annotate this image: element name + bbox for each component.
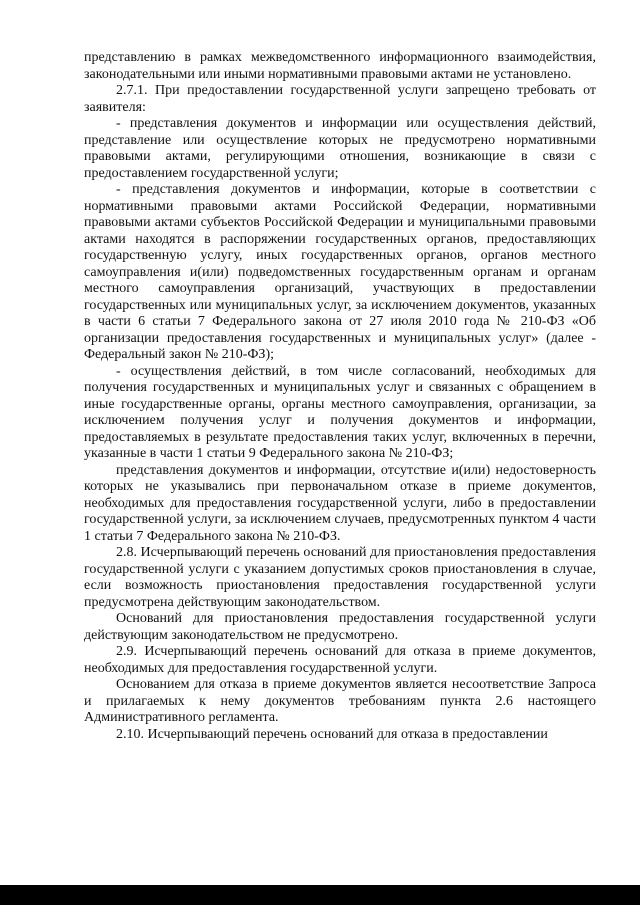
paragraph-2-8: 2.8. Исчерпывающий перечень оснований для приостановления предоставления государственной услуги с указанием допустимых сроков приостановления в случае, если возможность приостановления предоставления государственной услуги предусмотрена действующим законодательством. [84,545,596,610]
paragraph-2-7-1: 2.7.1. При предоставлении государственной услуги запрещено требовать от заявителя: [84,83,596,115]
paragraph-2-8-body: Оснований для приостановления предоставления государственной услуги действующим законодательством не предусмотрено. [84,611,596,643]
paragraph-2-9: 2.9. Исчерпывающий перечень оснований для отказа в приеме документов, необходимых для предоставления государственной услуги. [84,644,596,676]
paragraph-2-10: 2.10. Исчерпывающий перечень оснований для отказа в предоставлении [116,726,548,742]
document-body [84,50,596,743]
paragraph-list-item-2: - представления документов и информации, которые в соответствии с нормативными правовыми актами Российской Федерации, нормативными правовыми актами субъектов Российской Федерации и муниципальными правовыми актами находятся в распоряжении государственных органов, предоставляющих государственную услугу, иных государственных органов, органов местного самоуправления и(или) подведомственных государственным органам и органам местного самоуправления организаций, участвующих в предоставлении государственных или муниципальных услуг, за исключением документов, указанных в части 6 статьи 7 Федерального закона от 27 июля 2010 года № 210-ФЗ «Об организации предоставления государственных и муниципальных услуг» (далее - Федеральный закон № 210-ФЗ); [84,182,596,362]
paragraph-list-item-1: - представления документов и информации или осуществления действий, представление или осуществление которых не предусмотрено нормативными правовыми актами, регулирующими отношения, возникающие в связи с предоставлением государственной услуги; [84,116,596,181]
paragraph-continuation: представлению в рамках межведомственного информационного взаимодействия, законодательными или иными нормативными правовыми актами не установлено. [84,50,596,82]
paragraph-2-9-body: Основанием для отказа в приеме документов является несоответствие Запроса и прилагаемых к нему документов требованиям пункта 2.6 настоящего Административного регламента. [84,677,596,725]
scan-bottom-edge [0,885,640,905]
paragraph-list-item-4: представления документов и информации, отсутствие и(или) недостоверность которых не указывались при первоначальном отказе в приеме документов, необходимых для предоставления государственной услуги, либо в предоставлении государственной услуги, за исключением случаев, предусмотренных пунктом 4 части 1 статьи 7 Федерального закона № 210-ФЗ. [84,462,596,544]
paragraph-list-item-3: - осуществления действий, в том числе согласований, необходимых для получения государственных и муниципальных услуг и связанных с обращением в иные государственные органы, органы местного самоуправления, организации, за исключением получения услуг и получения документов и информации, предоставляемых в результате предоставления таких услуг, включенных в перечни, указанные в части 1 статьи 9 Федерального закона № 210-ФЗ; [84,363,596,461]
